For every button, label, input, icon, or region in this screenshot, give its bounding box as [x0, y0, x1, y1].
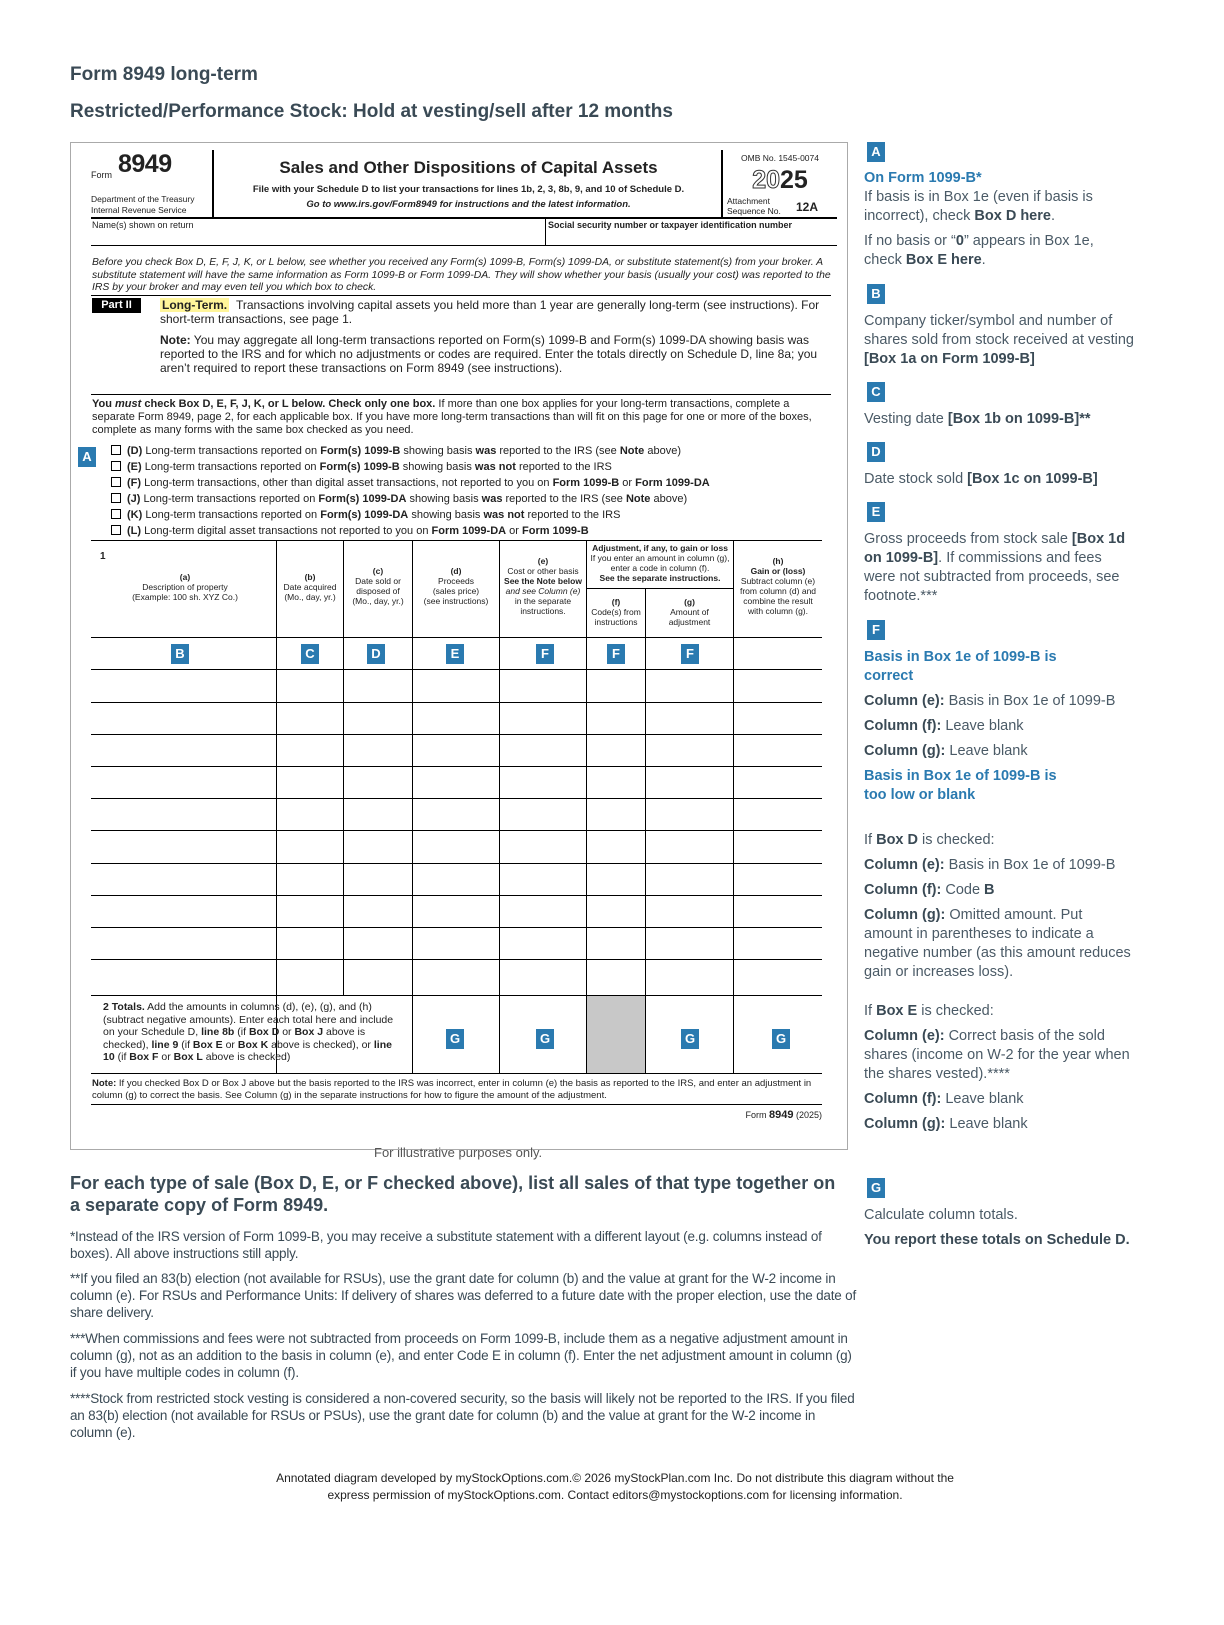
side-d: Date stock sold [Box 1c on 1099-B]	[864, 471, 1098, 487]
part-badge: Part II	[92, 298, 141, 313]
checkbox-l[interactable]	[111, 525, 121, 535]
table-row	[91, 798, 822, 799]
footnote-4: ****Stock from restricted stock vesting is considered a non-covered security, so the basis will likely not be reported to the IRS. If you filed an 83(b) election (not available for RSUs or PSUs), use the grant date for column (b) and the value at grant for the W-2 income in column (e).	[70, 1391, 855, 1440]
page-subtitle: Restricted/Performance Stock: Hold at vesting/sell after 12 months	[70, 101, 673, 122]
side-g: Calculate column totals. You report these totals on Schedule D.	[864, 1207, 1130, 1248]
checkbox-k[interactable]	[111, 509, 121, 519]
footnote-2: **If you filed an 83(b) election (not available for RSUs), use the grant date for column (b) and the value at grant for the W-2 income in column (e). For RSUs and Performance Units: If delivery of shares was deferred to a future date with the proper election, use the date of share delivery.	[70, 1271, 857, 1320]
part-title: Long-Term.	[162, 298, 228, 312]
header-divider	[91, 217, 837, 219]
table-row	[91, 959, 822, 960]
omb-number: OMB No. 1545-0074	[741, 153, 819, 163]
form-label-small: Form	[91, 170, 112, 180]
illustrative-note: For illustrative purposes only.	[374, 1145, 543, 1160]
part-divider	[91, 394, 831, 395]
col-line-b	[276, 540, 277, 1073]
checkbox-row-k[interactable]: (K) Long-term transactions reported on Form(s) 1099-DA showing basis was not reported to the IRS	[111, 508, 620, 523]
totals-text: 2 Totals. Add the amounts in columns (d), (e), (g), and (h) (subtract negative amounts). Enter each total here and include on your Schedule D, line 8b (if Box D or Box J above is checked), line 9 (if Box E or Box K above is checked), or line 10 (if Box F or Box L above is checked)	[103, 1001, 394, 1063]
col-line-e	[499, 540, 500, 1073]
attachment-sequence: Attachment Sequence No.	[727, 196, 781, 216]
intro-divider	[91, 295, 831, 296]
form-department: Department of the Treasury Internal Revenue Service	[91, 194, 195, 215]
table-row	[91, 830, 822, 831]
name-ssn-divider	[545, 217, 546, 245]
side-e: Gross proceeds from stock sale [Box 1d on 1099-B]. If commissions and fees were not subtracted from proceeds, see footnote.***	[864, 531, 1126, 604]
part-note: Note: You may aggregate all long-term transactions reported on Form(s) 1099-B and Form(s) 1099-DA showing basis was reported to the IRS and for which no adjustments or codes are required. Enter the totals directly on Schedule D, line 8a; you aren’t required to report these transactions on Form 8949 (see instructions).	[160, 333, 818, 375]
table-row	[91, 766, 822, 767]
table-row	[91, 702, 822, 703]
badge-c-form: C	[301, 644, 319, 664]
tax-year: 2025	[752, 166, 808, 194]
badge-g-total-h: G	[772, 1029, 790, 1049]
part-text: Transactions involving capital assets you held more than 1 year are generally long-term (see instructions). For short-term transactions, see page 1.	[160, 298, 820, 326]
col-fg-header: Adjustment, if any, to gain or loss If you enter an amount in column (g), enter a code in column (f). See the separate instructions.	[590, 543, 730, 583]
table-row	[91, 863, 822, 864]
name-label: Name(s) shown on return	[92, 220, 194, 230]
form-footer: Form 8949 (2025)	[745, 1109, 822, 1121]
checkbox-j[interactable]	[111, 493, 121, 503]
form-subtitle-1: File with your Schedule D to list your transactions for lines 1b, 2, 3, 8b, 9, and 10 of Schedule D.	[252, 184, 685, 195]
checkbox-row-d[interactable]: (D) Long-term transactions reported on Form(s) 1099-B showing basis was reported to the IRS (see Note above)	[111, 444, 681, 459]
badge-g-total-e: G	[536, 1029, 554, 1049]
side-c: Vesting date [Box 1b on 1099-B]**	[864, 411, 1091, 427]
shaded-cell-f	[587, 996, 645, 1073]
footnote-3: ***When commissions and fees were not subtracted from proceeds on Form 1099-B, include them as a negative adjustment amount in column (g), not as an addition to the basis in column (e), and enter Code E in column (f). Enter the net adjustment amount in column (g) if you have multiple codes in column (f).	[70, 1331, 852, 1380]
footnote-1: *Instead of the IRS version of Form 1099-B, you may receive a substitute statement with a different layout (e.g. columns instead of boxes). All above instructions still apply.	[70, 1229, 822, 1261]
bottom-heading: For each type of sale (Box D, E, or F checked above), list all sales of that type together on a separate copy of Form 8949.	[70, 1173, 836, 1215]
badge-d-form: D	[367, 644, 385, 664]
col-b-header: (b) Date acquired (Mo., day, yr.)	[283, 572, 337, 602]
col-line-h	[733, 540, 734, 1073]
checkbox-f[interactable]	[111, 477, 121, 487]
fg-header-divider	[586, 588, 733, 589]
form-title: Sales and Other Dispositions of Capital Assets	[279, 158, 658, 177]
col-e-header: (e) Cost or other basis See the Note below and see Column (e) in the separate instructions.	[504, 556, 582, 616]
col-g-header: (g) Amount of adjustment	[668, 597, 711, 627]
badge-f-side: F	[867, 620, 885, 640]
col-f-header: (f) Code(s) from instructions	[591, 597, 641, 627]
ssn-label: Social security number or taxpayer identification number	[548, 220, 793, 230]
badge-a-side: A	[867, 142, 885, 162]
checkbox-d[interactable]	[111, 445, 121, 455]
page-title: Form 8949 long-term	[70, 64, 258, 85]
side-a: On Form 1099-B* If basis is in Box 1e (even if basis is incorrect), check Box D here. If no basis or “0” appears in Box 1e, check Box E here.	[864, 170, 1094, 268]
badge-e-side: E	[867, 502, 885, 522]
totals-bottom-line	[91, 1073, 822, 1074]
badge-g-total-g: G	[681, 1029, 699, 1049]
badge-e-form: E	[446, 644, 464, 664]
form-subtitle-2: Go to www.irs.gov/Form8949 for instructions and the latest information.	[306, 199, 631, 210]
form-number: 8949	[118, 150, 172, 178]
col-a-header: (a) Description of property (Example: 100 sh. XYZ Co.)	[132, 572, 238, 602]
table-header-bottom	[91, 637, 822, 638]
form-footer-line	[91, 1104, 822, 1105]
badge-a-form: A	[78, 447, 96, 467]
name-row-divider	[91, 245, 837, 246]
badge-d-side: D	[867, 442, 885, 462]
checkbox-row-e[interactable]: (E) Long-term transactions reported on Form(s) 1099-B showing basis was not reported to the IRS	[111, 460, 612, 475]
badge-f-form-f: F	[607, 644, 625, 664]
table-top-line	[91, 540, 822, 541]
side-b: Company ticker/symbol and number of shares sold from stock received at vesting [Box 1a on Form 1099-B]	[864, 313, 1134, 367]
checkbox-row-j[interactable]: (J) Long-term transactions reported on Form(s) 1099-DA showing basis was reported to the IRS (see Note above)	[111, 492, 687, 507]
credit-text: Annotated diagram developed by myStockOptions.com.© 2026 myStockPlan.com Inc. Do not distribute this diagram without the express permission of myStockOptions.com. Contact editors@mystockoptions.com for licensing information.	[276, 1471, 954, 1502]
badge-f-form-e: F	[536, 644, 554, 664]
checkbox-e[interactable]	[111, 461, 121, 471]
table-row	[91, 734, 822, 735]
must-check-text: You must check Box D, E, F, J, K, or L below. Check only one box. If more than one box applies for your long-term transactions, complete a separate Form 8949, page 2, for each applicable box. If you have more long-term transactions than will fit on this page for one or more of the boxes, complete as many forms with the same box checked as you need.	[92, 398, 812, 436]
col-line-d	[412, 540, 413, 1073]
side-f: Basis in Box 1e of 1099-B is correct Column (e): Basis in Box 1e of 1099-B Column (f): Leave blank Column (g): Leave blank Basis in Box 1e of 1099-B is too low or blank If Box D is checked: Column (e): Basis in Box 1e of 1099-B Column (f): Code B Column (g): Omitted amount. Put amount in parentheses to indicate a negative number (as this amount reduces gain or increases loss). If Box E is checked: Column (e): Correct basis of the sold shares (income on W-2 for the year when the shares vested).**** Column (f): Leave blank Column (g): Leave blank	[864, 649, 1131, 1132]
col-h-header: (h) Gain or (loss) Subtract column (e) from column (d) and combine the result with column (g).	[739, 556, 817, 616]
checkbox-row-f[interactable]: (F) Long-term transactions, other than digital asset transactions, not reported to you on Form 1099-B or Form 1099-DA	[111, 476, 710, 491]
badge-b-form: B	[171, 644, 189, 664]
badge-b-side: B	[867, 284, 885, 304]
badge-c-side: C	[867, 382, 885, 402]
table-row	[91, 669, 822, 670]
col-c-header: (c) Date sold or disposed of (Mo., day, yr.)	[352, 566, 404, 606]
table-row	[91, 927, 822, 928]
col-d-header: (d) Proceeds (sales price) (see instructions)	[423, 566, 489, 606]
sequence-number: 12A	[796, 200, 819, 214]
intro-text: Before you check Box D, E, F, J, K, or L below, see whether you received any Form(s) 1099-B, Form(s) 1099-DA, or substitute statement(s) from your broker. A substitute statement will have the same information as Form 1099-B or Form 1099-DA. They will show whether your basis (usually your cost) was reported to the IRS by your broker and may even tell you which box to check.	[92, 257, 831, 293]
table-row	[91, 895, 822, 896]
badge-f-form-g: F	[681, 644, 699, 664]
badge-g-total-d: G	[446, 1029, 464, 1049]
checkbox-row-l[interactable]: (L) Long-term digital asset transactions not reported to you on Form 1099-DA or Form 1099-B	[111, 524, 589, 539]
badge-g-side: G	[867, 1178, 885, 1198]
line-1-number: 1	[100, 551, 106, 562]
totals-top-line	[91, 995, 822, 996]
form-bottom-note: Note: If you checked Box D or Box J above but the basis reported to the IRS was incorrect, enter in column (e) the basis as reported to the IRS, and enter an adjustment in column (g) to correct the basis. See Column (g) in the separate instructions for how to figure the amount of the adjustment.	[92, 1078, 812, 1101]
